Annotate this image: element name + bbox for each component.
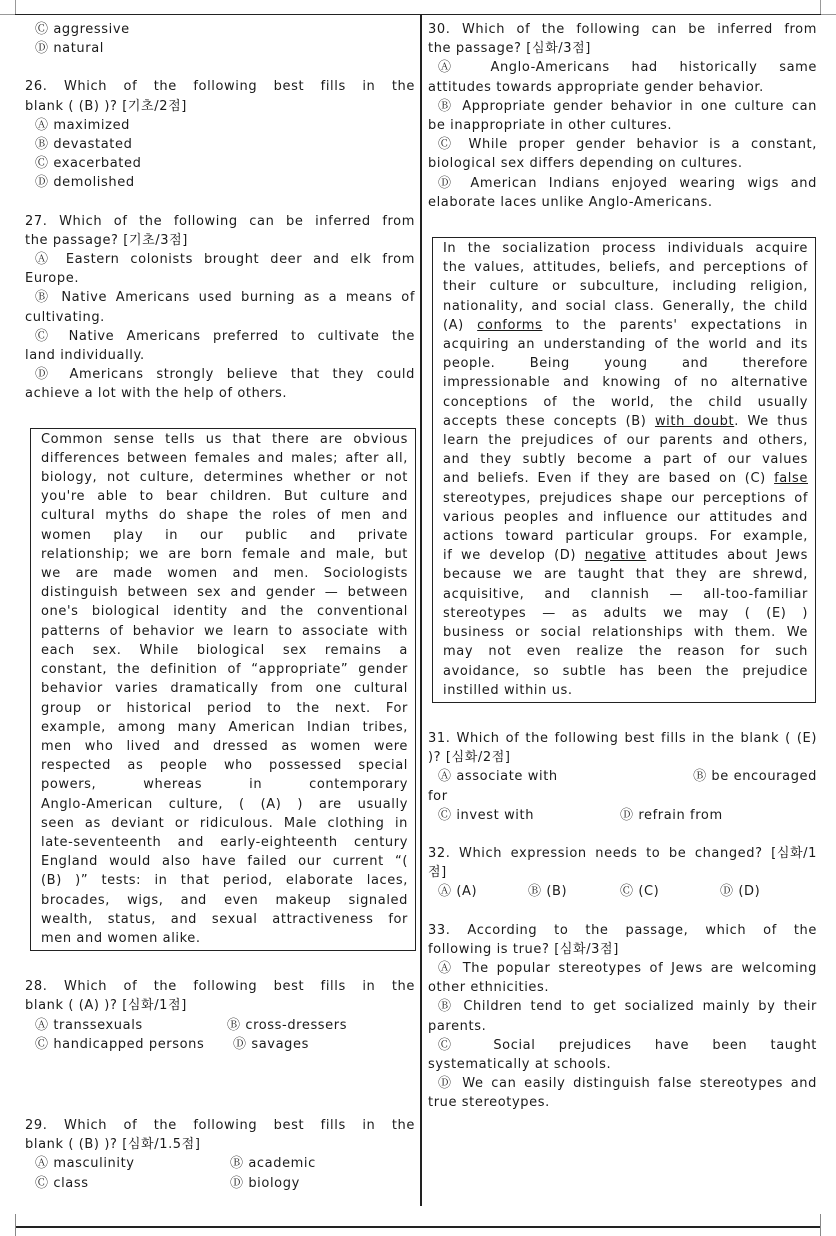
passage-text: if we develop (D) <box>443 548 585 564</box>
crop-mark <box>820 1214 821 1236</box>
passage-line: biology, not culture, determines whether or not <box>41 470 408 486</box>
option-a[interactable]: Ⓐ Anglo-Americans had historically same <box>438 60 817 76</box>
question-30-stem-cont: the passage? [심화/3점] <box>428 41 591 57</box>
passage-line: conceptions of the world, the child usually <box>443 394 808 410</box>
option-b[interactable]: Ⓑ (B) <box>528 884 568 900</box>
option-d[interactable]: Ⓓ biology <box>230 1175 300 1191</box>
question-33-stem: 33. According to the passage, which of the <box>428 922 817 938</box>
option-a-cont[interactable]: attitudes towards appropriate gender behavior. <box>428 79 764 95</box>
passage-line <box>443 469 808 488</box>
passage-line: brocades, wigs, and even makeup signaled <box>41 892 408 908</box>
crop-mark <box>0 14 15 15</box>
option-a-cont[interactable]: other ethnicities. <box>428 980 550 996</box>
passage-line: acquisitive, and clannish — all-too-familiar <box>443 586 808 602</box>
page-top-rule <box>15 14 821 15</box>
option-d[interactable]: Ⓓ Americans strongly believe that they could <box>35 367 415 383</box>
passage-line <box>443 412 808 431</box>
passage-line: and they subtly become a part of our values <box>443 452 808 468</box>
passage-line: we are made women and men. Sociologists <box>41 566 408 582</box>
option-d[interactable]: Ⓓ natural <box>35 41 104 57</box>
passage-line: England would also have failed our current “( <box>41 854 408 870</box>
passage-line: instilled within us. <box>443 682 573 698</box>
underlined-expression-a: conforms <box>477 317 543 333</box>
option-a[interactable]: Ⓐ The popular stereotypes of Jews are welcoming <box>438 960 817 976</box>
passage-line: stereotypes, prejudices shape our perceptions of <box>443 490 808 506</box>
question-33 <box>428 921 817 1113</box>
question-26-stem-cont: blank ( (B) )? [기초/2점] <box>25 98 187 114</box>
page-bottom-rule <box>15 1226 821 1228</box>
option-d[interactable]: Ⓓ savages <box>233 1036 309 1052</box>
passage-line: learn the prejudices of our parents and others, <box>443 433 808 449</box>
option-b-cont[interactable]: cultivating. <box>25 309 105 325</box>
passage-line: constant, the definition of “appropriate” gender <box>41 662 408 678</box>
question-29-stem-cont: blank ( (B) )? [심화/1.5점] <box>25 1137 201 1153</box>
underlined-expression-d: negative <box>584 548 647 564</box>
passage-line: Anglo-American culture, ( (A) ) are usually <box>41 796 408 812</box>
passage-line: behavior varies dramatically from one cultural <box>41 681 408 697</box>
column-divider <box>420 14 422 1206</box>
option-a-cont[interactable]: Europe. <box>25 271 80 287</box>
question-30 <box>428 20 817 212</box>
passage-line: women play in our public and private <box>41 527 408 543</box>
option-b[interactable]: Ⓑ Appropriate gender behavior in one culture can <box>438 98 817 114</box>
passage-text: (A) <box>443 317 478 333</box>
option-c[interactable]: Ⓒ (C) <box>620 884 660 900</box>
passage-line: (B) )” tests: in that period, elaborate laces, <box>41 873 408 889</box>
passage-text: accepts these concepts (B) <box>443 413 655 429</box>
option-c-cont[interactable]: biological sex differs depending on cultures. <box>428 156 743 172</box>
option-d[interactable]: Ⓓ refrain from <box>620 807 723 823</box>
passage-line: respected as people who possessed special <box>41 758 408 774</box>
passage-line: actions toward particular groups. For example, <box>443 529 808 545</box>
option-a[interactable]: Ⓐ (A) <box>438 884 478 900</box>
underlined-expression-c: false <box>774 471 808 487</box>
passage-line: acquiring an understanding of the world and its <box>443 337 808 353</box>
crop-mark <box>820 0 821 14</box>
option-b[interactable]: Ⓑ Children tend to get socialized mainly by their <box>438 999 817 1015</box>
option-b-cont[interactable]: for <box>428 788 448 804</box>
option-c[interactable]: Ⓒ exacerbated <box>35 156 142 172</box>
passage-line: because we are taught that they are shrewd, <box>443 567 808 583</box>
question-31-stem-cont: )? [심화/2점] <box>428 750 511 766</box>
question-31-stem: 31. Which of the following best fills in the blank ( (E) <box>428 730 817 746</box>
passage-line: stereotypes — as adults we may ( (E) ) <box>443 605 808 621</box>
passage-gender <box>30 428 416 951</box>
passage-line: patterns of behavior we learn to associate with <box>41 623 408 639</box>
passage-text: and beliefs. Even if they are based on (C) <box>443 471 775 487</box>
passage-line: avoidance, so subtle has been the prejudice <box>443 663 808 679</box>
question-32-stem: 32. Which expression needs to be changed? [심화/1 <box>428 845 817 861</box>
option-d[interactable]: Ⓓ American Indians enjoyed wearing wigs and <box>438 175 817 191</box>
option-c[interactable]: Ⓒ Social prejudices have been taught <box>438 1037 817 1053</box>
crop-mark <box>821 14 836 15</box>
option-c[interactable]: Ⓒ class <box>35 1175 89 1191</box>
question-33-stem-cont: following is true? [심화/3점] <box>428 941 619 957</box>
option-b[interactable]: Ⓑ cross-dressers <box>227 1017 348 1033</box>
question-29-stem: 29. Which of the following best fills in the <box>25 1117 415 1133</box>
option-c[interactable]: Ⓒ invest with <box>438 807 535 823</box>
question-27-stem: 27. Which of the following can be inferred from <box>25 213 415 229</box>
passage-socialization <box>432 237 816 703</box>
question-28 <box>25 977 415 1054</box>
passage-line: distinguish between sex and gender — between <box>41 585 408 601</box>
passage-line: relationship; we are born female and male, but <box>41 546 408 562</box>
question-26-stem: 26. Which of the following best fills in the <box>25 79 415 95</box>
passage-line: may not even realize the reason for such <box>443 644 808 660</box>
left-column <box>25 20 415 1193</box>
option-d-cont[interactable]: true stereotypes. <box>428 1095 550 1111</box>
option-a[interactable]: Ⓐ transsexuals <box>35 1017 143 1033</box>
option-a[interactable]: Ⓐ Eastern colonists brought deer and elk from <box>35 252 415 268</box>
option-c[interactable]: Ⓒ handicapped persons <box>35 1036 205 1052</box>
option-c[interactable]: Ⓒ aggressive <box>35 22 130 37</box>
passage-line: powers, whereas in contemporary <box>41 777 408 793</box>
passage-line: business or social relationships with them. We <box>443 625 808 641</box>
option-b-cont[interactable]: parents. <box>428 1018 487 1034</box>
passage-line: nationality, and social class. Generally, the child <box>443 298 808 314</box>
passage-line: each sex. While biological sex remains a <box>41 642 408 658</box>
passage-line: men and women alike. <box>41 930 201 946</box>
question-29 <box>25 1116 415 1193</box>
passage-line: impressionable and knowing of no alternative <box>443 375 808 391</box>
option-a[interactable]: Ⓐ maximized <box>35 117 131 133</box>
option-d[interactable]: Ⓓ (D) <box>720 884 761 900</box>
crop-mark <box>15 0 16 14</box>
passage-line: men who lived and dressed as women were <box>41 738 408 754</box>
option-d-cont[interactable]: achieve a lot with the help of others. <box>25 386 288 402</box>
option-a[interactable]: Ⓐ associate with <box>438 769 558 785</box>
passage-line: the values, attitudes, beliefs, and perceptions of <box>443 260 808 276</box>
passage-line: people. Being young and therefore <box>443 356 808 372</box>
passage-line: their culture or subculture, including religion, <box>443 279 808 295</box>
option-d-cont[interactable]: elaborate laces unlike Anglo-Americans. <box>428 194 713 210</box>
option-b-cont[interactable]: be inappropriate in other cultures. <box>428 118 673 134</box>
option-a[interactable]: Ⓐ masculinity <box>35 1156 135 1172</box>
question-28-stem-cont: blank ( (A) )? [심화/1점] <box>25 998 187 1014</box>
question-30-stem: 30. Which of the following can be inferred from <box>428 22 817 37</box>
option-b[interactable]: Ⓑ academic <box>230 1156 316 1172</box>
crop-mark <box>15 1214 16 1236</box>
question-31 <box>428 729 817 825</box>
passage-line: one's biological identity and the conventional <box>41 604 408 620</box>
right-column <box>428 20 817 1113</box>
question-26 <box>25 77 415 192</box>
passage-text: attitudes about Jews <box>646 548 809 564</box>
question-32 <box>428 844 817 902</box>
passage-line <box>443 546 808 565</box>
option-d[interactable]: Ⓓ We can easily distinguish false stereotypes and <box>438 1076 817 1092</box>
passage-line: example, among many American Indian tribes, <box>41 719 408 735</box>
passage-line <box>443 316 808 335</box>
question-32-stem-cont: 점] <box>428 865 447 881</box>
passage-line: cultural myths do shape the roles of men and <box>41 508 408 524</box>
passage-line: seen as deviant or ridiculous. Male clothing in <box>41 815 408 831</box>
passage-text: . We thus <box>734 413 808 429</box>
option-b[interactable]: Ⓑ be encouraged <box>693 769 817 785</box>
passage-line: differences between females and males; after all, <box>41 450 408 466</box>
passage-text: to the parents' expectations in <box>542 317 809 333</box>
option-c[interactable]: Ⓒ While proper gender behavior is a constant, <box>438 137 817 153</box>
passage-line: In the socialization process individuals acquire <box>443 241 808 257</box>
question-28-stem: 28. Which of the following best fills in the <box>25 979 415 995</box>
underlined-expression-b: with doubt <box>654 413 735 429</box>
passage-line: various peoples and influence our attitudes and <box>443 509 808 525</box>
passage-line: Common sense tells us that there are obvious <box>41 431 408 447</box>
passage-line: wealth, status, and sexual attractiveness for <box>41 911 408 927</box>
option-d[interactable]: Ⓓ demolished <box>35 175 135 191</box>
question-27-stem-cont: the passage? [기초/3점] <box>25 232 188 248</box>
option-c-cont[interactable]: systematically at schools. <box>428 1056 612 1072</box>
passage-line: group or historical period to the next. For <box>41 700 408 716</box>
passage-line: late-seventeenth and early-eighteenth century <box>41 834 408 850</box>
option-b[interactable]: Ⓑ Native Americans used burning as a means of <box>35 290 415 306</box>
question-27 <box>25 212 415 404</box>
passage-line: you're able to bear children. But culture and <box>41 489 408 505</box>
option-b[interactable]: Ⓑ devastated <box>35 137 133 153</box>
option-c[interactable]: Ⓒ Native Americans preferred to cultivate the <box>35 328 415 344</box>
option-c-cont[interactable]: land individually. <box>25 348 145 364</box>
